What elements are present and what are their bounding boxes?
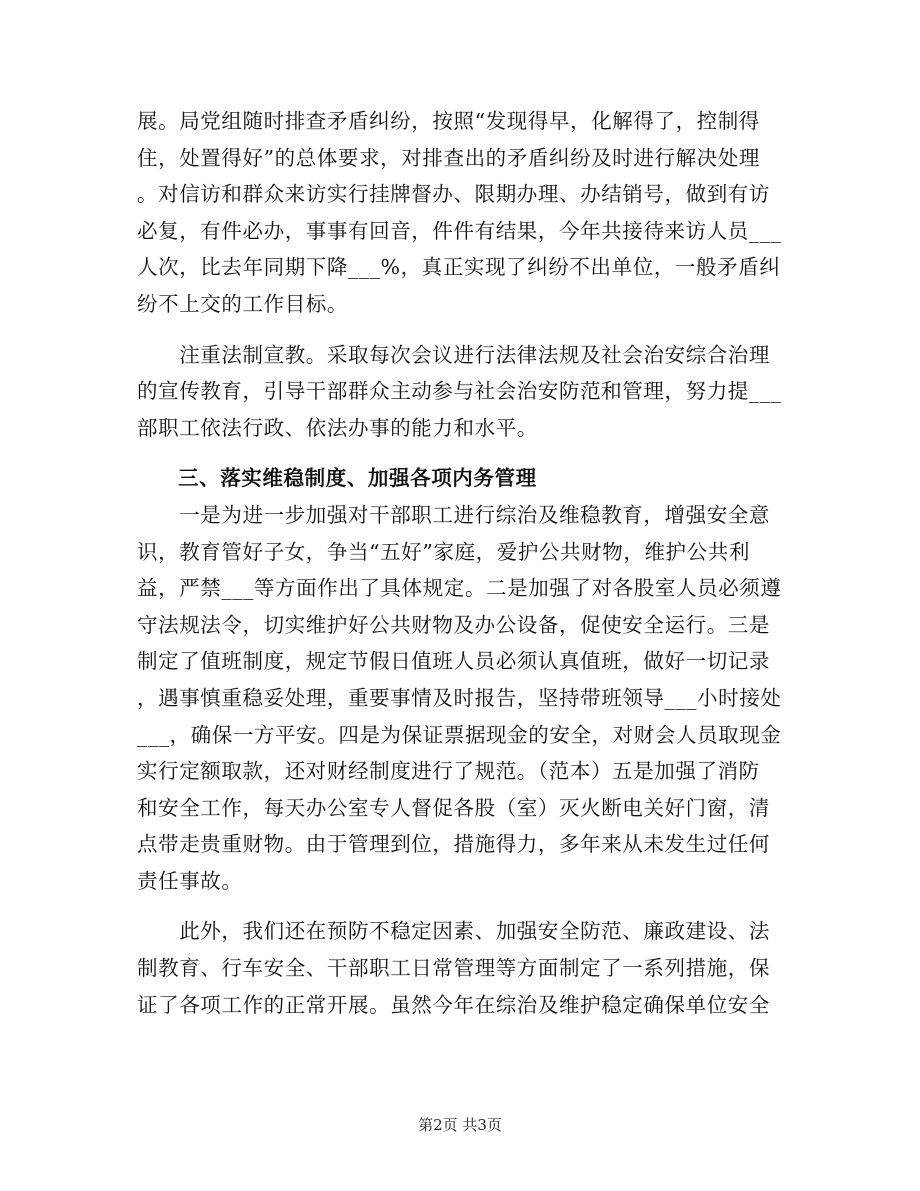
paragraph-legal-education: 注重法制宣教。采取每次会议进行法律法规及社会治安综合治理 的宣传教育，引导干部群众主动参与社会治安防范和管理，努力提___ 部职工依法行政、依法办事的能力和水平。	[137, 342, 782, 440]
paragraph-gap	[137, 446, 787, 460]
paragraph-gap	[137, 323, 787, 337]
document-body	[137, 103, 787, 1023]
paragraph-dispute-resolution: 展。局党组随时排查矛盾纠纷，按照“发现得早，化解得了，控制得 住，处置得好”的总体要求，对排查出的矛盾纠纷及时进行解决处理 。对信访和群众来访实行挂牌督办、限期办理、办结销号，做到有访 必复，有件必办，事事有回音，件件有结果，今年共接待来访人员___ 人次，比去年同期下降___%，真正实现了纠纷不出单位，一般矛盾纠 纷不上交的工作目标。	[137, 109, 782, 316]
paragraph-additional-measures: 此外，我们还在预防不稳定因素、加强安全防范、廉政建设、法 制教育、行车安全、干部职工日常管理等方面制定了一系列措施，保 证了各项工作的正常开展。虽然今年在综治及维护稳定确保单位安全	[137, 919, 770, 1017]
paragraph-gap	[137, 899, 787, 913]
paragraph-internal-management: 一是为进一步加强对干部职工进行综治及维稳教育，增强安全意 识，教育管好子女，争当“五好”家庭，爱护公共财物，维护公共利 益，严禁___等方面作出了具体规定。二是加强了对各股室人员必须遵 守法规法令，切实维护好公共财物及办公设备，促使安全运行。三是 制定了值班制度，规定节假日值班人员必须认真值班，做好一切记录 ，遇事慎重稳妥处理，重要事情及时报告，坚持带班领导___小时接处 ___，确保一方平安。四是为保证票据现金的安全，对财会人员取现金 实行定额取款，还对财经制度进行了规范。（范本）五是加强了消防 和安全工作，每天办公室专人督促各股（室）灭火断电关好门窗，清 点带走贵重财物。由于管理到位，措施得力，多年来从未发生过任何 责任事故。	[137, 502, 782, 893]
section-heading: 三、落实维稳制度、加强各项内务管理	[178, 466, 537, 491]
page-number-footer: 第2页 共3页	[418, 1116, 502, 1134]
